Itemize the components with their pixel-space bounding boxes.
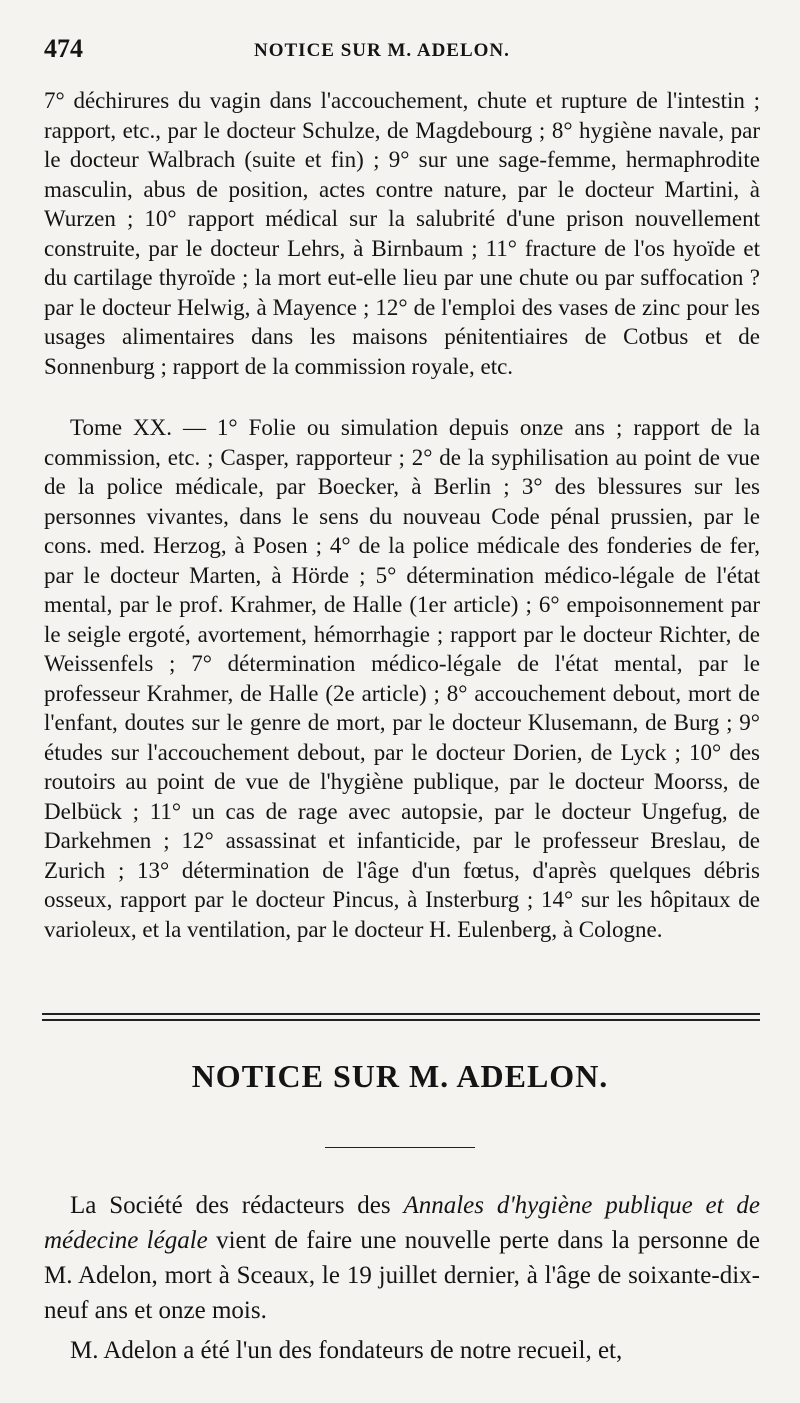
page-number: 474 (44, 34, 83, 63)
paragraph-tome-xix-continuation: 7° déchirures du vagin dans l'accouchement, chute et rupture de l'intestin ; rapport, etc., par le docteur Schulze, de Magdebourg ; 8° hygiène navale, par le docteur Walbrach (suite et fin) ; 9° sur une sage-femme, hermaphrodite masculin, abus de position, actes contre nature, par le docteur Martini, à Wurzen ; 10° rapport médical sur la salubrité d'une prison nouvellement construite, par le docteur Lehrs, à Birnbaum ; 11° fracture de l'os hyoïde et du cartilage thyroïde ; la mort eut-elle lieu par une chute ou par suffocation ? par le docteur Helwig, à Mayence ; 12° de l'emploi des vases de zinc pour les usages alimentaires dans les maisons pénitentiaires de Cotbus et de Sonnenburg ; rapport de la commission royale, etc. (44, 88, 760, 379)
title-underline-rule (325, 1147, 475, 1148)
running-title: NOTICE SUR M. ADELON. (254, 40, 510, 61)
double-rule-top (42, 1013, 760, 1015)
paragraph-adelon-founder: M. Adelon a été l'un des fondateurs de notre recueil, et, (70, 1337, 623, 1364)
paragraph-adelon-death-text-end: vient de faire une nouvelle perte dans la personne de M. Adelon, mort à Sceaux, le 19 juillet dernier, à l'âge de soixante-dix-neuf ans et onze mois. (44, 1227, 761, 1324)
double-rule-bottom (42, 1019, 760, 1021)
journal-title-italic: Annales d'hygiène publique et de médecine légale (44, 1192, 761, 1254)
paragraph-tome-xx: Tome XX. — 1° Folie ou simulation depuis onze ans ; rapport de la commission, etc. ; Casper, rapporteur ; 2° de la syphilisation au point de vue de la police médicale, par Boecker, à Berlin ; 3° des blessures sur les personnes vivantes, dans le sens du nouveau Code pénal prussien, par le cons. med. Herzog, à Posen ; 4° de la police médicale des fonderies de fer, par le docteur Marten, à Hörde ; 5° détermination médico-légale de l'état mental, par le prof. Krahmer, de Halle (1er article) ; 6° empoisonnement par le seigle ergoté, avortement, hémorrhagie ; rapport par le docteur Richter, de Weissenfels ; 7° détermination médico-légale de l'état mental, par le professeur Krahmer, de Halle (2e article) ; 8° accouchement debout, mort de l'enfant, doutes sur le genre de mort, par le docteur Klusemann, de Burg ; 9° études sur l'accouchement debout, par le docteur Dorien, de Lyck ; 10° des routoirs au point de vue de l'hygiène publique, par le docteur Moorss, de Delbück ; 11° un cas de rage avec autopsie, par le docteur Ungefug, de Darkehmen ; 12° assassinat et infanticide, par le professeur Breslau, de Zurich ; 13° détermination de l'âge d'un fœtus, d'après quelques débris osseux, rapport par le docteur Pincus, à Insterburg ; 14° sur les hôpitaux de varioleux, et la ventilation, par le docteur H. Eulenberg, à Cologne. (44, 415, 760, 942)
running-header (44, 34, 760, 66)
paragraph-adelon-death (44, 1188, 760, 1328)
section-title: NOTICE SUR M. ADELON. (191, 1058, 609, 1094)
paragraph-adelon-death-text-start: La Société des rédacteurs des (70, 1192, 404, 1219)
